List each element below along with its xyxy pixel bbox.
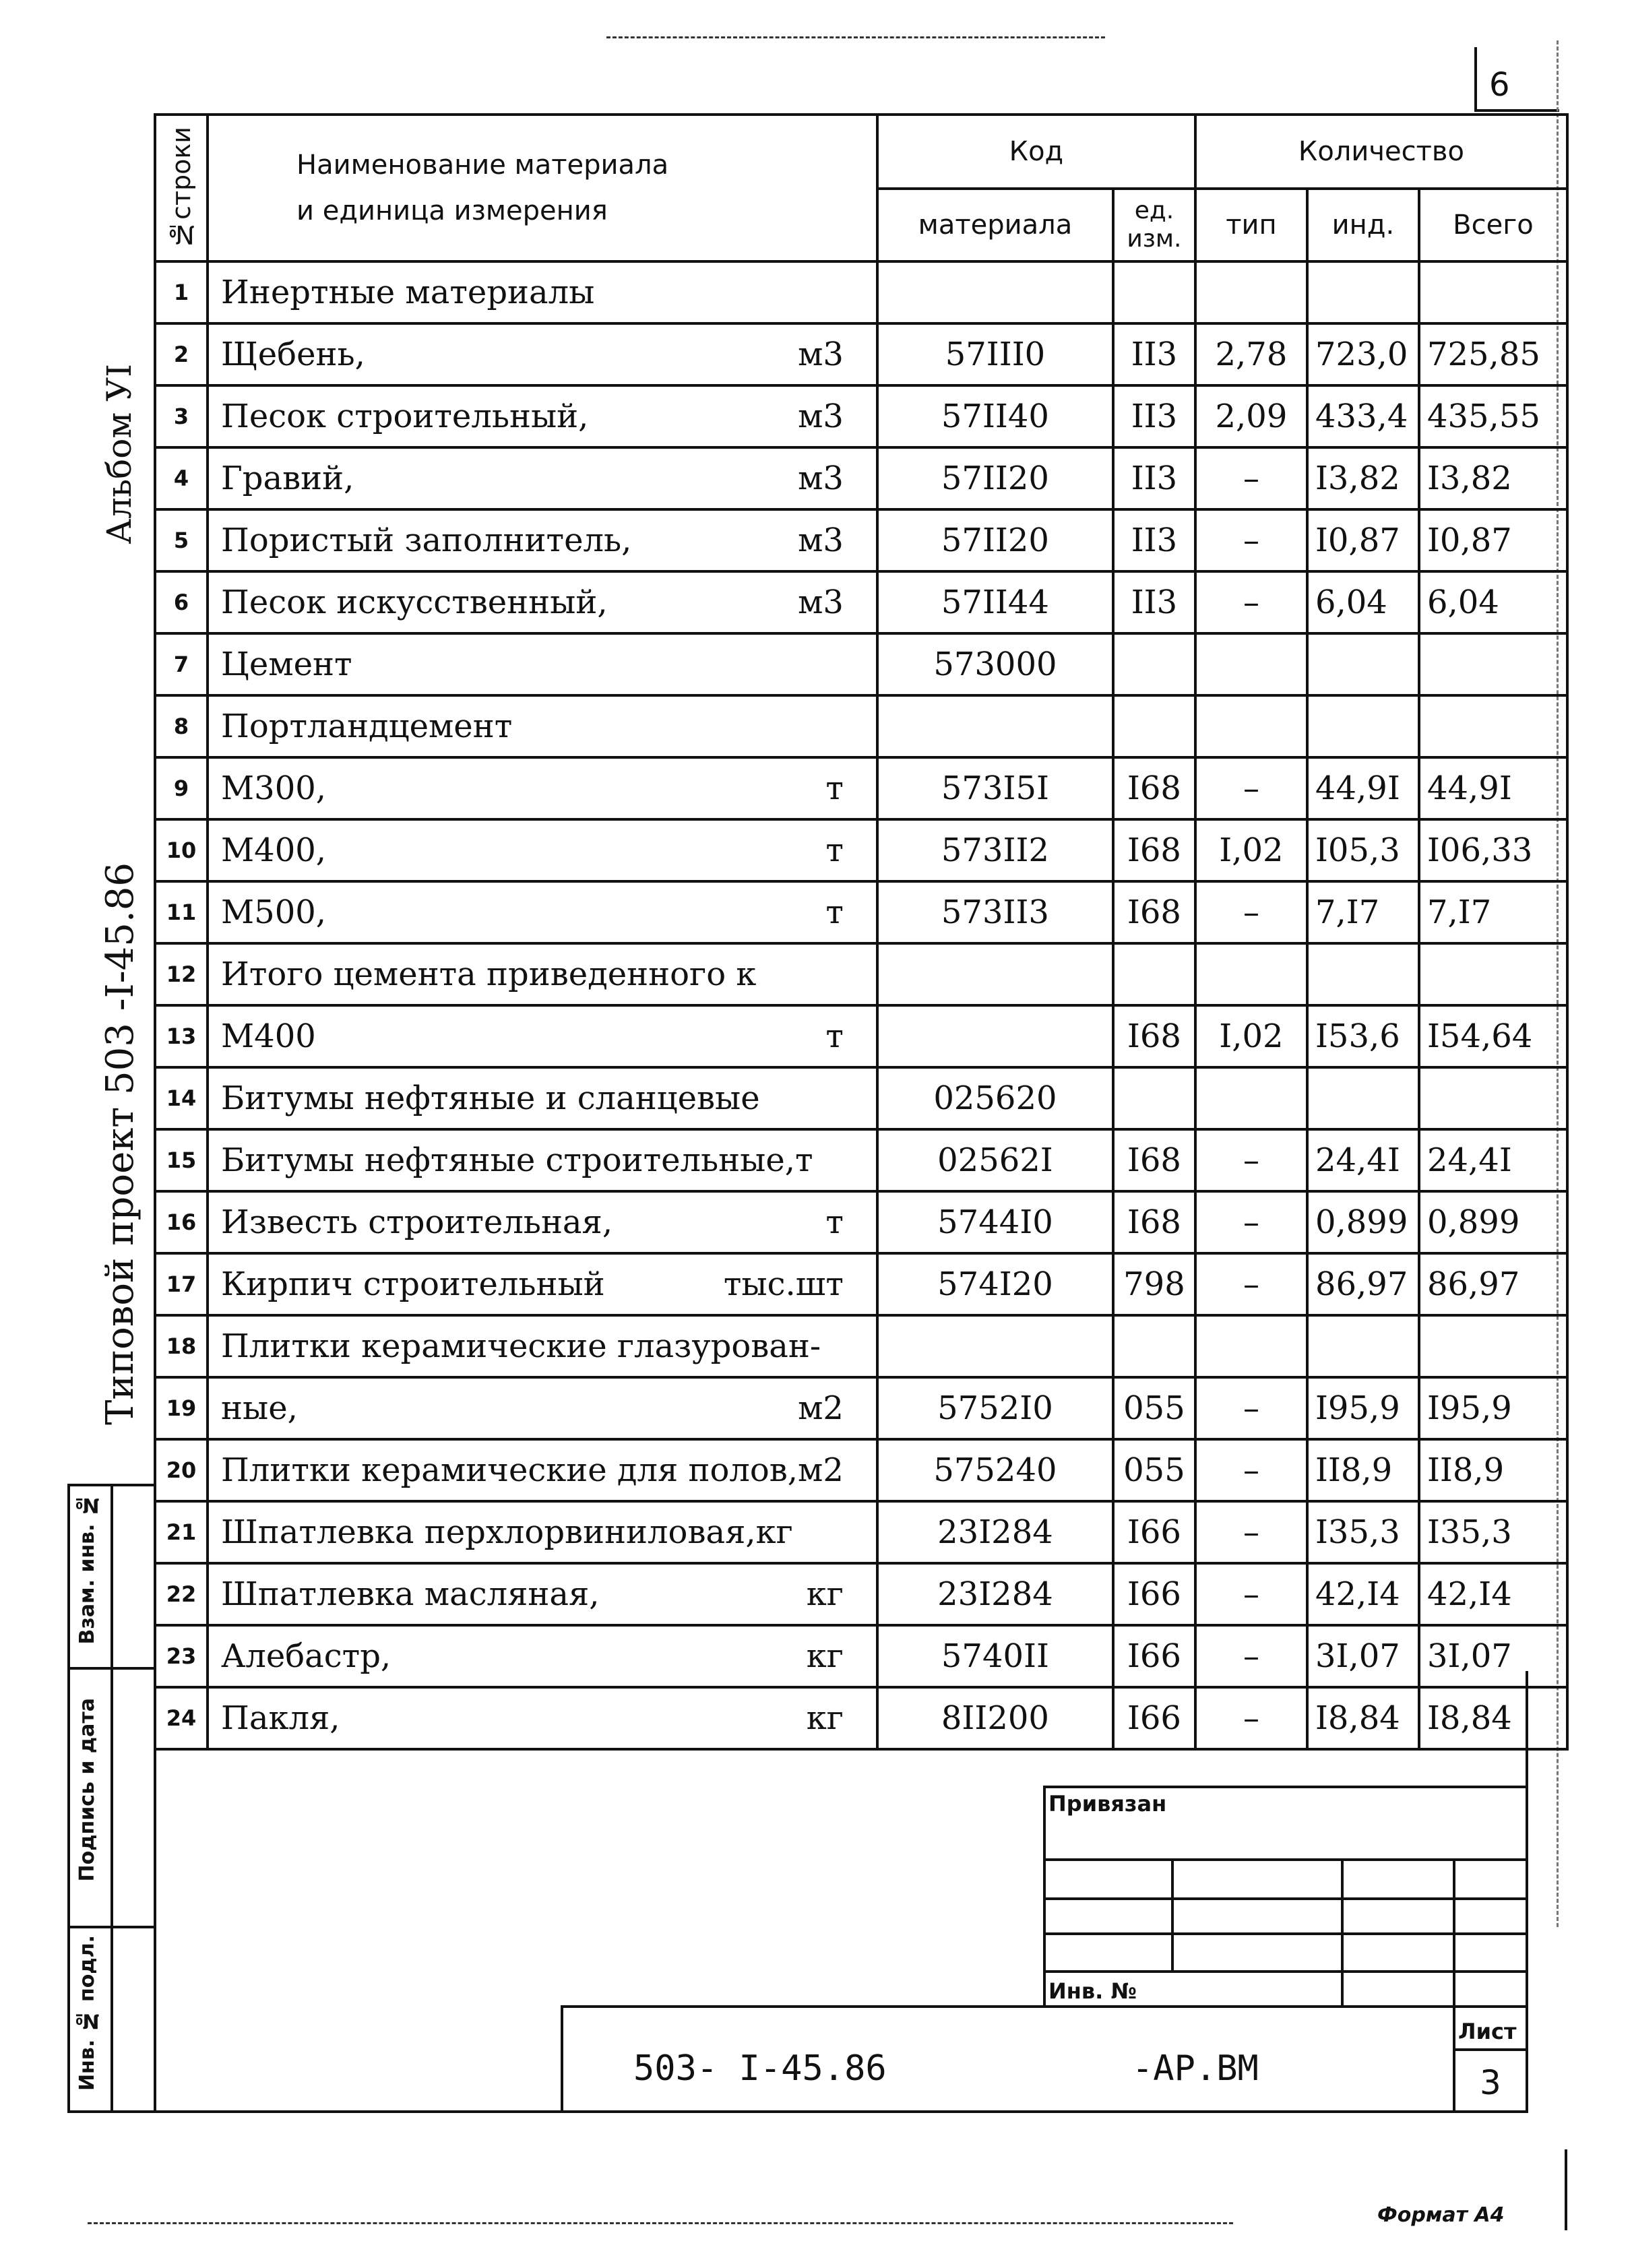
qty-tip [1195,695,1307,757]
qty-total [1419,1067,1567,1129]
table-row [155,633,1567,695]
materials-table [154,113,1569,1751]
qty-tip [1195,943,1307,1005]
unit-code: I68 [1113,1005,1195,1067]
row-number: 13 [155,1005,208,1067]
unit-code: II3 [1113,385,1195,447]
unit-code: II3 [1113,509,1195,571]
project-label: Типовой проект 503 -I-45.86 [98,862,142,1425]
material-name [208,571,877,633]
qty-ind [1307,695,1419,757]
material-code: 57II20 [877,447,1113,509]
header-q-ind: инд. [1307,189,1419,261]
material-name [208,1067,877,1129]
qty-tip: I,02 [1195,819,1307,881]
privyazan-block [1043,1786,1528,2008]
material-code: 5744I0 [877,1191,1113,1253]
qty-tip [1195,1067,1307,1129]
qty-total [1419,943,1567,1005]
qty-ind: 7,I7 [1307,881,1419,943]
qty-total: 24,4I [1419,1129,1567,1191]
unit-code: I66 [1113,1687,1195,1749]
header-name: Наименование материала и единица измерения [208,115,877,261]
unit-code: I68 [1113,757,1195,819]
material-name [208,1005,877,1067]
material-name [208,509,877,571]
qty-total: I06,33 [1419,819,1567,881]
material-name-text: Плитки керамические для полов,м2 [221,1451,844,1489]
material-unit: т [825,769,844,807]
material-name-text: Итого цемента приведенного к [221,955,757,993]
material-code [877,695,1113,757]
qty-ind: 6,04 [1307,571,1419,633]
material-name [208,943,877,1005]
table-row [155,1439,1567,1501]
table-row [155,943,1567,1005]
qty-tip: 2,09 [1195,385,1307,447]
qty-ind: 3I,07 [1307,1625,1419,1687]
table-row [155,1067,1567,1129]
row-number: 2 [155,323,208,385]
header-code-material: материала [877,189,1113,261]
row-number: 3 [155,385,208,447]
qty-ind: 42,I4 [1307,1563,1419,1625]
unit-code: I66 [1113,1563,1195,1625]
material-code: 5740II [877,1625,1113,1687]
table-row [155,1005,1567,1067]
table-row [155,1563,1567,1625]
material-name-text: М500, [221,893,327,931]
qty-total [1419,633,1567,695]
material-name-text: Шпатлевка масляная, [221,1575,600,1613]
material-code [877,261,1113,323]
table-row [155,323,1567,385]
qty-tip [1195,633,1307,695]
qty-tip: – [1195,509,1307,571]
material-name [208,1377,877,1439]
vzam-inv-label: Взам. инв. № [75,1493,99,1645]
qty-ind: I0,87 [1307,509,1419,571]
material-code: 574I20 [877,1253,1113,1315]
row-number: 14 [155,1067,208,1129]
material-name-text: М400, [221,831,327,869]
material-unit: кг [806,1575,844,1613]
qty-total: I0,87 [1419,509,1567,571]
qty-total: 7,I7 [1419,881,1567,943]
qty-tip: – [1195,1687,1307,1749]
qty-tip: – [1195,1253,1307,1315]
material-code: 57II44 [877,571,1113,633]
material-code: 57III0 [877,323,1113,385]
material-code: 573I5I [877,757,1113,819]
row-number: 6 [155,571,208,633]
table-row [155,1129,1567,1191]
material-name [208,261,877,323]
row-number: 20 [155,1439,208,1501]
qty-total: 42,I4 [1419,1563,1567,1625]
material-name-text: Щебень, [221,336,365,373]
material-code: 57II40 [877,385,1113,447]
table-row [155,1625,1567,1687]
podpis-data-label: Подпись и дата [75,1698,99,1882]
material-unit: т [825,831,844,869]
header-q-tip: тип [1195,189,1307,261]
material-name [208,1687,877,1749]
material-unit: т [825,1017,844,1055]
table-row [155,1315,1567,1377]
material-name [208,1501,877,1563]
material-code [877,943,1113,1005]
material-unit: м3 [798,336,844,373]
row-number: 21 [155,1501,208,1563]
table-body [155,261,1567,1749]
material-name [208,1315,877,1377]
unit-code: I68 [1113,1191,1195,1253]
row-number: 18 [155,1315,208,1377]
material-name-text: Песок искусственный, [221,584,608,621]
row-number: 4 [155,447,208,509]
inv-podl-label: Инв. № подл. [75,1935,99,2091]
qty-total: I95,9 [1419,1377,1567,1439]
qty-total: 44,9I [1419,757,1567,819]
qty-ind [1307,1067,1419,1129]
qty-total: 725,85 [1419,323,1567,385]
material-code: 23I284 [877,1501,1113,1563]
qty-total: 3I,07 [1419,1625,1567,1687]
qty-tip [1195,1315,1307,1377]
qty-total [1419,261,1567,323]
qty-tip: – [1195,1625,1307,1687]
material-unit: т [825,1203,844,1241]
table-row [155,385,1567,447]
material-unit: м2 [798,1389,844,1427]
qty-total [1419,1315,1567,1377]
qty-tip: – [1195,881,1307,943]
album-label: Альбом УI [100,364,139,544]
qty-total: II8,9 [1419,1439,1567,1501]
sheet-label: Лист [1458,2019,1517,2044]
qty-tip: – [1195,1439,1307,1501]
row-number: 16 [155,1191,208,1253]
material-name [208,1625,877,1687]
table-row [155,819,1567,881]
material-name [208,385,877,447]
material-code: 575240 [877,1439,1113,1501]
material-name [208,633,877,695]
unit-code [1113,261,1195,323]
qty-tip: I,02 [1195,1005,1307,1067]
material-code: 5752I0 [877,1377,1113,1439]
table-row [155,1687,1567,1749]
material-name-text: М300, [221,769,327,807]
qty-ind: 0,899 [1307,1191,1419,1253]
material-code [877,1005,1113,1067]
header-q-total: Всего [1419,189,1567,261]
row-number: 1 [155,261,208,323]
qty-ind [1307,261,1419,323]
material-name-text: Портландцемент [221,707,513,745]
qty-ind: I35,3 [1307,1501,1419,1563]
inv-no-label: Инв. № [1048,1978,1137,2004]
table-row [155,1191,1567,1253]
material-name-text: Битумы нефтяные строительные,т [221,1141,813,1179]
unit-code: I66 [1113,1625,1195,1687]
format-label: Формат А4 [1377,2203,1505,2227]
unit-code: I68 [1113,819,1195,881]
qty-ind: II8,9 [1307,1439,1419,1501]
header-code-unit: ед. изм. [1113,189,1195,261]
material-unit: м3 [798,460,844,497]
material-code: 573000 [877,633,1113,695]
table-row [155,695,1567,757]
material-name [208,1129,877,1191]
material-name-text: Плитки керамические глазурован- [221,1327,821,1365]
row-number: 12 [155,943,208,1005]
qty-ind: 86,97 [1307,1253,1419,1315]
material-name-text: Битумы нефтяные и сланцевые [221,1079,760,1117]
qty-total: I8,84 [1419,1687,1567,1749]
page-number: 6 [1489,66,1510,104]
qty-ind: I95,9 [1307,1377,1419,1439]
header-row-no: №строки [155,115,208,261]
unit-code: II3 [1113,323,1195,385]
material-name [208,447,877,509]
qty-ind: I05,3 [1307,819,1419,881]
unit-code: I68 [1113,881,1195,943]
material-code: 02562I [877,1129,1113,1191]
row-number: 22 [155,1563,208,1625]
material-name [208,881,877,943]
table-row [155,447,1567,509]
row-number: 23 [155,1625,208,1687]
material-name-text: Шпатлевка перхлорвиниловая,кг [221,1513,793,1551]
unit-code [1113,1067,1195,1129]
qty-total [1419,695,1567,757]
qty-total: I3,82 [1419,447,1567,509]
material-code [877,1315,1113,1377]
unit-code [1113,943,1195,1005]
bottom-dash [88,2222,1233,2224]
qty-tip: – [1195,757,1307,819]
unit-code [1113,695,1195,757]
material-unit: м3 [798,584,844,621]
qty-total: 86,97 [1419,1253,1567,1315]
material-name [208,757,877,819]
material-name-text: Известь строительная, [221,1203,613,1241]
table-row [155,1377,1567,1439]
qty-tip: – [1195,571,1307,633]
row-number: 7 [155,633,208,695]
material-unit: м3 [798,398,844,435]
qty-ind: 433,4 [1307,385,1419,447]
qty-ind: 44,9I [1307,757,1419,819]
material-name-text: Инертные материалы [221,274,595,311]
qty-total: I35,3 [1419,1501,1567,1563]
qty-ind [1307,633,1419,695]
qty-ind: I8,84 [1307,1687,1419,1749]
unit-code: II3 [1113,447,1195,509]
material-unit: кг [806,1637,844,1675]
privyazan-label: Привязан [1048,1791,1167,1817]
row-number: 19 [155,1377,208,1439]
material-code: 573II2 [877,819,1113,881]
row-number: 24 [155,1687,208,1749]
qty-tip: – [1195,1563,1307,1625]
sheet-number: 3 [1480,2063,1501,2102]
material-unit: м3 [798,522,844,559]
qty-ind [1307,943,1419,1005]
material-name-text: Цемент [221,645,352,683]
table-row [155,1253,1567,1315]
qty-ind [1307,1315,1419,1377]
material-name-text: Песок строительный, [221,398,589,435]
table-row [155,881,1567,943]
qty-ind: I53,6 [1307,1005,1419,1067]
material-code: 23I284 [877,1563,1113,1625]
material-name-text: ные, [221,1389,298,1427]
row-number: 10 [155,819,208,881]
unit-code: II3 [1113,571,1195,633]
material-code: 8II200 [877,1687,1113,1749]
qty-tip: 2,78 [1195,323,1307,385]
unit-code [1113,1315,1195,1377]
material-name [208,819,877,881]
material-unit: т [825,893,844,931]
table-row [155,571,1567,633]
unit-code: I68 [1113,1129,1195,1191]
qty-ind: 24,4I [1307,1129,1419,1191]
material-code: 025620 [877,1067,1113,1129]
table-row [155,1501,1567,1563]
qty-total: 435,55 [1419,385,1567,447]
row-number: 11 [155,881,208,943]
row-number: 9 [155,757,208,819]
table-row [155,261,1567,323]
header-quantity: Количество [1195,115,1567,189]
unit-code: 798 [1113,1253,1195,1315]
material-name-text: Пакля, [221,1699,340,1737]
material-unit: тыс.шт [723,1265,844,1303]
row-number: 5 [155,509,208,571]
material-name [208,1191,877,1253]
material-name-text: Гравий, [221,460,354,497]
qty-ind: 723,0 [1307,323,1419,385]
qty-total: 6,04 [1419,571,1567,633]
doc-suffix: -АР.ВМ [1132,2048,1259,2089]
unit-code: 055 [1113,1439,1195,1501]
material-name-text: Кирпич строительный [221,1265,605,1303]
unit-code: I66 [1113,1501,1195,1563]
material-code: 573II3 [877,881,1113,943]
row-number: 8 [155,695,208,757]
material-code: 57II20 [877,509,1113,571]
table-row [155,757,1567,819]
unit-code: 055 [1113,1377,1195,1439]
qty-tip: – [1195,1191,1307,1253]
row-number: 15 [155,1129,208,1191]
material-name [208,1253,877,1315]
material-name [208,1439,877,1501]
material-name [208,695,877,757]
qty-tip: – [1195,1501,1307,1563]
row-number: 17 [155,1253,208,1315]
qty-tip: – [1195,1377,1307,1439]
qty-tip: – [1195,447,1307,509]
qty-tip [1195,261,1307,323]
qty-ind: I3,82 [1307,447,1419,509]
qty-tip: – [1195,1129,1307,1191]
material-name [208,1563,877,1625]
unit-code [1113,633,1195,695]
material-name-text: Алебастр, [221,1637,391,1675]
header-code: Код [877,115,1195,189]
qty-total: 0,899 [1419,1191,1567,1253]
doc-code: 503- I-45.86 [633,2048,887,2089]
material-name-text: М400 [221,1017,316,1055]
table-row [155,509,1567,571]
qty-total: I54,64 [1419,1005,1567,1067]
material-name [208,323,877,385]
material-name-text: Пористый заполнитель, [221,522,632,559]
material-unit: кг [806,1699,844,1737]
